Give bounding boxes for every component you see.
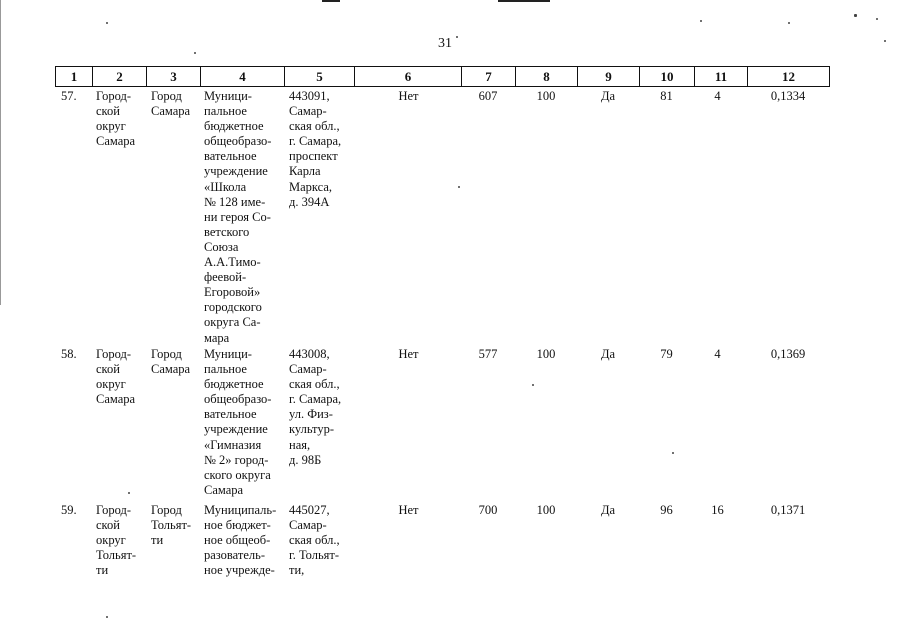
speck (106, 616, 108, 618)
col11-cell: 4 (714, 347, 721, 361)
speck (854, 14, 857, 17)
header-col-7: 7 (462, 67, 516, 86)
header-col-10: 10 (640, 67, 695, 86)
header-col-6: 6 (355, 67, 462, 86)
col8-cell: 100 (536, 347, 556, 361)
settlement-cell: Город Самара (151, 89, 191, 119)
row-number: 59. (61, 503, 77, 517)
row-number: 58. (61, 347, 77, 361)
header-col-3: 3 (147, 67, 201, 86)
address-cell: 445027, Самар- ская обл., г. Тольят- ти, (289, 503, 340, 578)
table-header-row (55, 66, 830, 87)
municipality-cell: Город- ской округ Тольят- ти (96, 503, 137, 578)
col7-cell: 700 (478, 503, 498, 517)
settlement-cell: Город Тольят- ти (151, 503, 192, 548)
col10-cell: 79 (660, 347, 673, 361)
col7-cell: 607 (478, 89, 498, 103)
institution-cell: Муници- пальное бюджетное общеобразо- вательное учреждение «Гимназия № 2» город- ского округа Самара (204, 347, 272, 497)
speck (700, 20, 702, 22)
col12-cell: 0,1369 (770, 347, 806, 361)
speck (458, 186, 460, 188)
scan-mark (322, 0, 340, 2)
header-col-4: 4 (201, 67, 285, 86)
address-cell: 443091, Самар- ская обл., г. Самара, проспект Карла Маркса, д. 394А (289, 89, 342, 209)
speck (672, 452, 674, 454)
institution-cell: Муници- пальное бюджетное общеобразо- вательное учреждение «Школа № 128 име- ни героя Со- ветского Союза А.А.Тимо- феевой- Егоровой» городского округа Са- мара (204, 89, 272, 345)
speck (128, 492, 130, 494)
col6-cell: Нет (398, 503, 419, 517)
speck (884, 40, 886, 42)
col12-cell: 0,1334 (770, 89, 806, 103)
header-col-12: 12 (782, 68, 795, 84)
col10-cell: 81 (660, 89, 673, 103)
settlement-cell: Город Самара (151, 347, 191, 377)
col6-cell: Нет (398, 347, 419, 361)
col8-cell: 100 (536, 503, 556, 517)
municipality-cell: Город- ской округ Самара (96, 89, 136, 149)
header-col-9: 9 (578, 67, 640, 86)
header-col-5: 5 (285, 67, 355, 86)
speck (876, 18, 878, 20)
municipality-cell: Город- ской округ Самара (96, 347, 136, 407)
col12-cell: 0,1371 (770, 503, 806, 517)
speck (788, 22, 790, 24)
col6-cell: Нет (398, 89, 419, 103)
address-cell: 443008, Самар- ская обл., г. Самара, ул. Физ- культур- ная, д. 98Б (289, 347, 342, 467)
col7-cell: 577 (478, 347, 498, 361)
row-number: 57. (61, 89, 77, 103)
speck (194, 52, 196, 54)
col8-cell: 100 (536, 89, 556, 103)
header-col-8: 8 (516, 67, 578, 86)
scan-edge-line (0, 0, 1, 305)
speck (532, 384, 534, 386)
institution-cell: Муниципаль- ное бюджет- ное общеоб- разователь- ное учрежде- (204, 503, 277, 578)
col11-cell: 4 (714, 89, 721, 103)
speck (456, 36, 458, 38)
col11-cell: 16 (711, 503, 724, 517)
header-col-2: 2 (93, 67, 147, 86)
scan-mark (498, 0, 550, 2)
col10-cell: 96 (660, 503, 673, 517)
page-number: 31 (438, 36, 452, 51)
header-col-11: 11 (695, 67, 748, 86)
speck (106, 22, 108, 24)
col9-cell: Да (600, 347, 616, 361)
header-col-1: 1 (56, 67, 93, 86)
col9-cell: Да (600, 503, 616, 517)
col9-cell: Да (600, 89, 616, 103)
